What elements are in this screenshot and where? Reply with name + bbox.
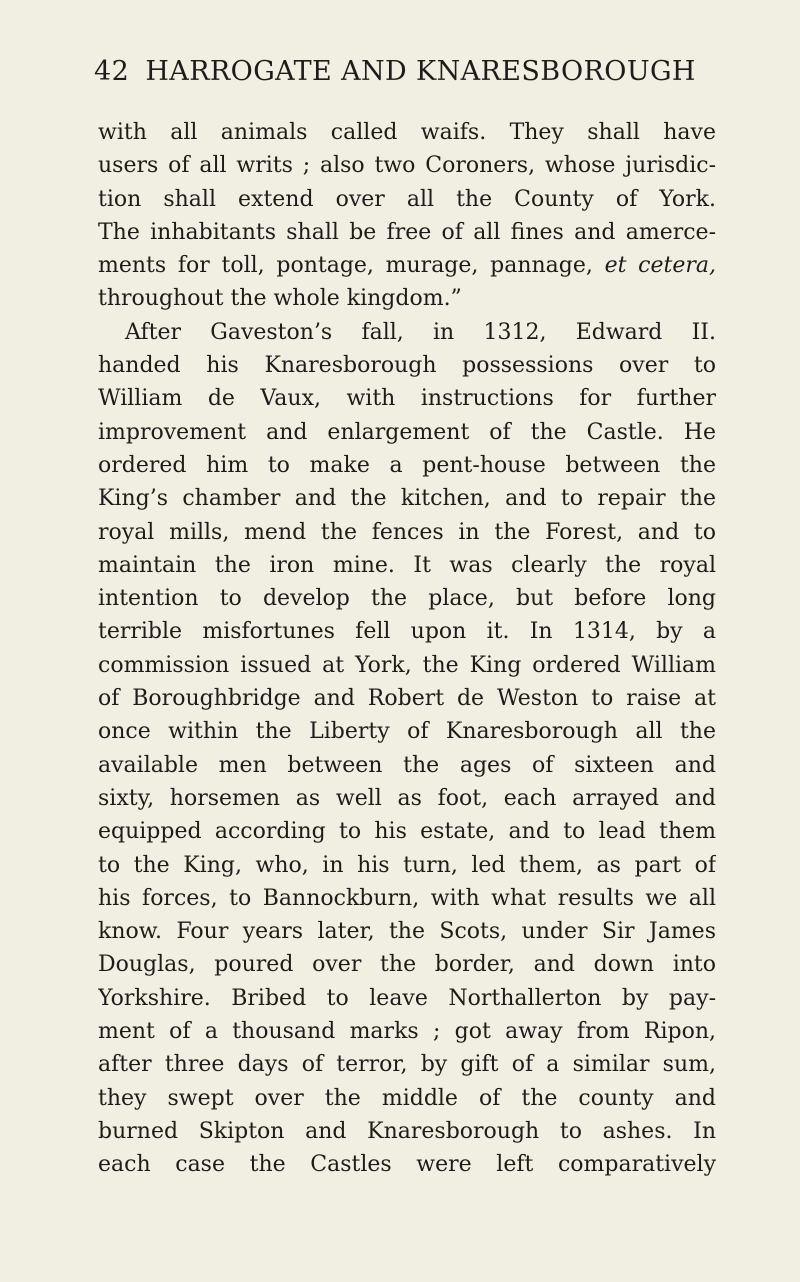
text-line: equipped according to his estate, and to lead them	[98, 819, 716, 845]
text-line	[98, 249, 716, 282]
text-line: once within the Liberty of Knaresborough all the	[98, 719, 716, 745]
text-line: with all animals called waifs. They shall have	[98, 120, 716, 145]
text-line-segment: ments for toll, pontage, murage, pannage,	[98, 253, 593, 279]
text-line: of Boroughbridge and Robert de Weston to raise at	[98, 686, 716, 712]
text-line: available men between the ages of sixteen and	[98, 752, 716, 778]
running-title: HARROGATE AND KNARESBOROUGH	[145, 56, 696, 87]
text-line: Douglas, poured over the border, and down into	[98, 952, 716, 978]
italic-phrase: et cetera,	[604, 253, 716, 279]
text-line: ment of a thousand marks ; got away from Ripon,	[98, 1019, 716, 1045]
text-line: after three days of terror, by gift of a similar sum,	[98, 1052, 716, 1078]
text-line: to the King, who, in his turn, led them, as part of	[98, 852, 716, 878]
text-line: Yorkshire. Bribed to leave Northallerton by pay-	[98, 985, 716, 1011]
running-header	[94, 56, 734, 87]
text-line: they swept over the middle of the county and	[98, 1085, 716, 1111]
page-number: 42	[94, 56, 130, 87]
text-line: burned Skipton and Knaresborough to ashes. In	[98, 1118, 716, 1144]
text-line: his forces, to Bannockburn, with what results we all	[98, 885, 716, 911]
text-line: commission issued at York, the King ordered William	[98, 652, 716, 678]
text-line: maintain the iron mine. It was clearly the royal	[98, 552, 716, 578]
text-line: improvement and enlargement of the Castle. He	[98, 419, 716, 445]
text-line: intention to develop the place, but before long	[98, 586, 716, 612]
body-text	[98, 116, 716, 1182]
text-line: users of all writs ; also two Coroners, whose jurisdic-	[98, 153, 716, 179]
text-line: The inhabitants shall be free of all fines and amerce-	[98, 219, 716, 245]
text-line: know. Four years later, the Scots, under Sir James	[98, 919, 716, 945]
text-line: sixty, horsemen as well as foot, each arrayed and	[98, 785, 716, 811]
text-line: handed his Knaresborough possessions over to	[98, 353, 716, 379]
text-line: each case the Castles were left comparatively	[98, 1152, 716, 1178]
text-line: royal mills, mend the fences in the Forest, and to	[98, 519, 716, 545]
text-line: King’s chamber and the kitchen, and to repair the	[98, 486, 716, 512]
text-line: William de Vaux, with instructions for further	[98, 386, 716, 412]
text-line: tion shall extend over all the County of York.	[98, 186, 716, 212]
text-line: ordered him to make a pent-house between the	[98, 452, 716, 478]
text-line: throughout the whole kingdom.”	[98, 286, 462, 312]
text-line: After Gaveston’s fall, in 1312, Edward II.	[125, 319, 716, 345]
text-line: terrible misfortunes fell upon it. In 1314, by a	[98, 619, 716, 645]
